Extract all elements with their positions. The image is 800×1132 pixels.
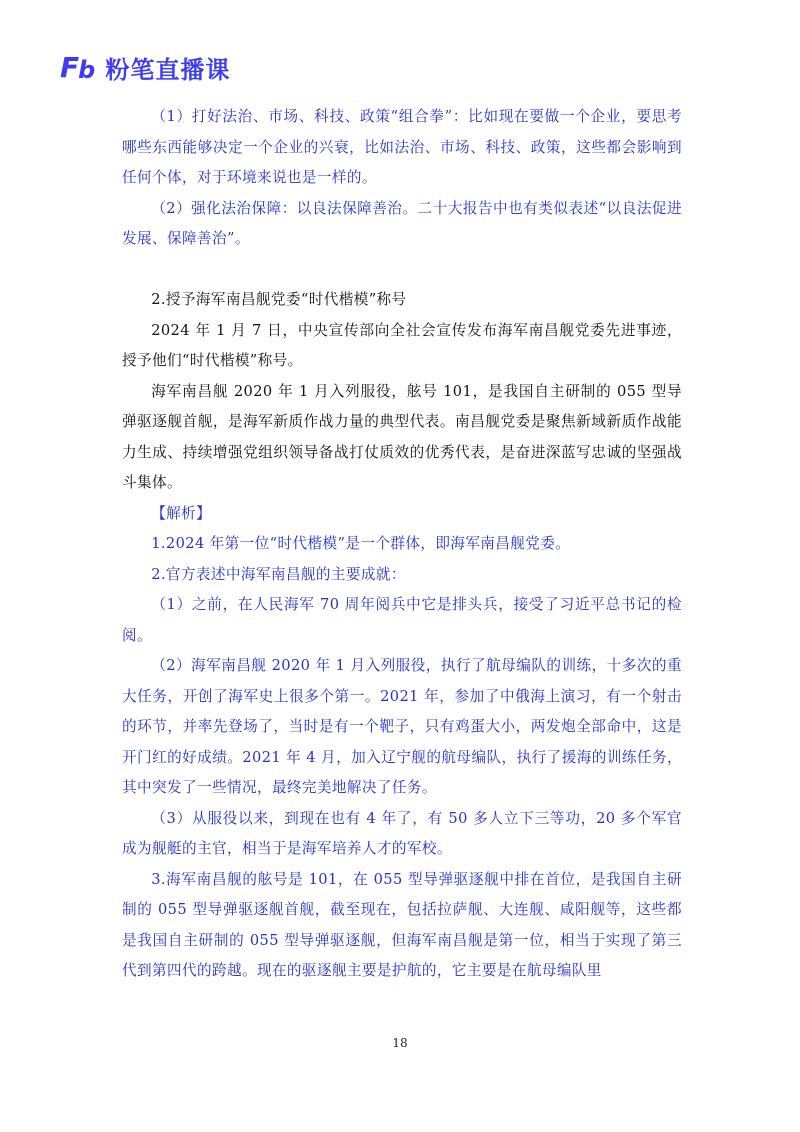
analysis-sub-2: （2）海军南昌舰 2020 年 1 月入列服役，执行了航母编队的训练，十多次的重大任务，开创了海军史上很多个第一。2021 年，参加了中俄海上演习，有一个射击的环节，并率先登场了，当时是有一个靶子，只有鸡蛋大小，两发炮全部命中，这是开门红的好成绩。2021 年 4 月，加入辽宁舰的航母编队，执行了援海的训练任务，其中突发了一些情况，最终完美地解决了任务。: [122, 657, 682, 796]
analysis-sub-1: （1）之前，在人民海军 70 周年阅兵中它是排头兵，接受了习近平总书记的检阅。: [122, 596, 682, 644]
paragraph-policy-combo: （1）打好法治、市场、科技、政策“组合拳”：比如现在要做一个企业，要思考哪些东西能够决定一个企业的兴衰，比如法治、市场、科技、政策，这些都会影响到任何个体，对于环境来说也是一样的。: [122, 108, 682, 186]
analysis-sub-3: （3）从服役以来，到现在也有 4 年了，有 50 多人立下三等功，20 多个军官成为舰艇的主官，相当于是海军培养人才的军校。: [122, 809, 682, 857]
analysis-point-1: 1.2024 年第一位“时代楷模”是一个群体，即海军南昌舰党委。: [151, 535, 571, 552]
paragraph-rule-of-law: （2）强化法治保障：以良法保障善治。二十大报告中也有类似表述“以良法促进发展、保障善治”。: [122, 199, 682, 247]
spacer: [122, 255, 682, 286]
page-number: 18: [392, 1036, 408, 1050]
brand-title: 粉笔直播课: [105, 56, 231, 84]
document-body: [122, 102, 682, 987]
fenbi-logo-icon: F b: [60, 50, 96, 84]
section-heading-nanchang: 2.授予海军南昌舰党委“时代楷模”称号: [151, 291, 407, 308]
paragraph-announcement: 2024 年 1 月 7 日，中央宣传部向全社会宣传发布海军南昌舰党委先进事迹，授予他们“时代楷模”称号。: [122, 321, 682, 369]
analysis-point-2: 2.官方表述中海军南昌舰的主要成就：: [151, 565, 406, 583]
analysis-point-3: 3.海军南昌舰的舷号是 101，在 055 型导弹驱逐舰中排在首位，是我国自主研制的 055 型导弹驱逐舰首舰，截至现在，包括拉萨舰、大连舰、咸阳舰等，这些都是我国自主研制的 055 型导弹驱逐舰，但海军南昌舰是第一位，相当于实现了第三代到第四代的跨越。现在的驱逐舰主要是护航的，它主要是在航母编队里: [122, 870, 682, 979]
paragraph-ship-intro: 海军南昌舰 2020 年 1 月入列服役，舷号 101，是我国自主研制的 055 型导弹驱逐舰首舰，是海军新质作战力量的典型代表。南昌舰党委是聚焦新域新质作战能力生成、持续增强党组织领导备战打仗质效的优秀代表，是奋进深蓝写忠诚的坚强战斗集体。: [122, 382, 682, 491]
page-header: [60, 50, 230, 85]
analysis-label: 【解析】: [151, 504, 212, 522]
